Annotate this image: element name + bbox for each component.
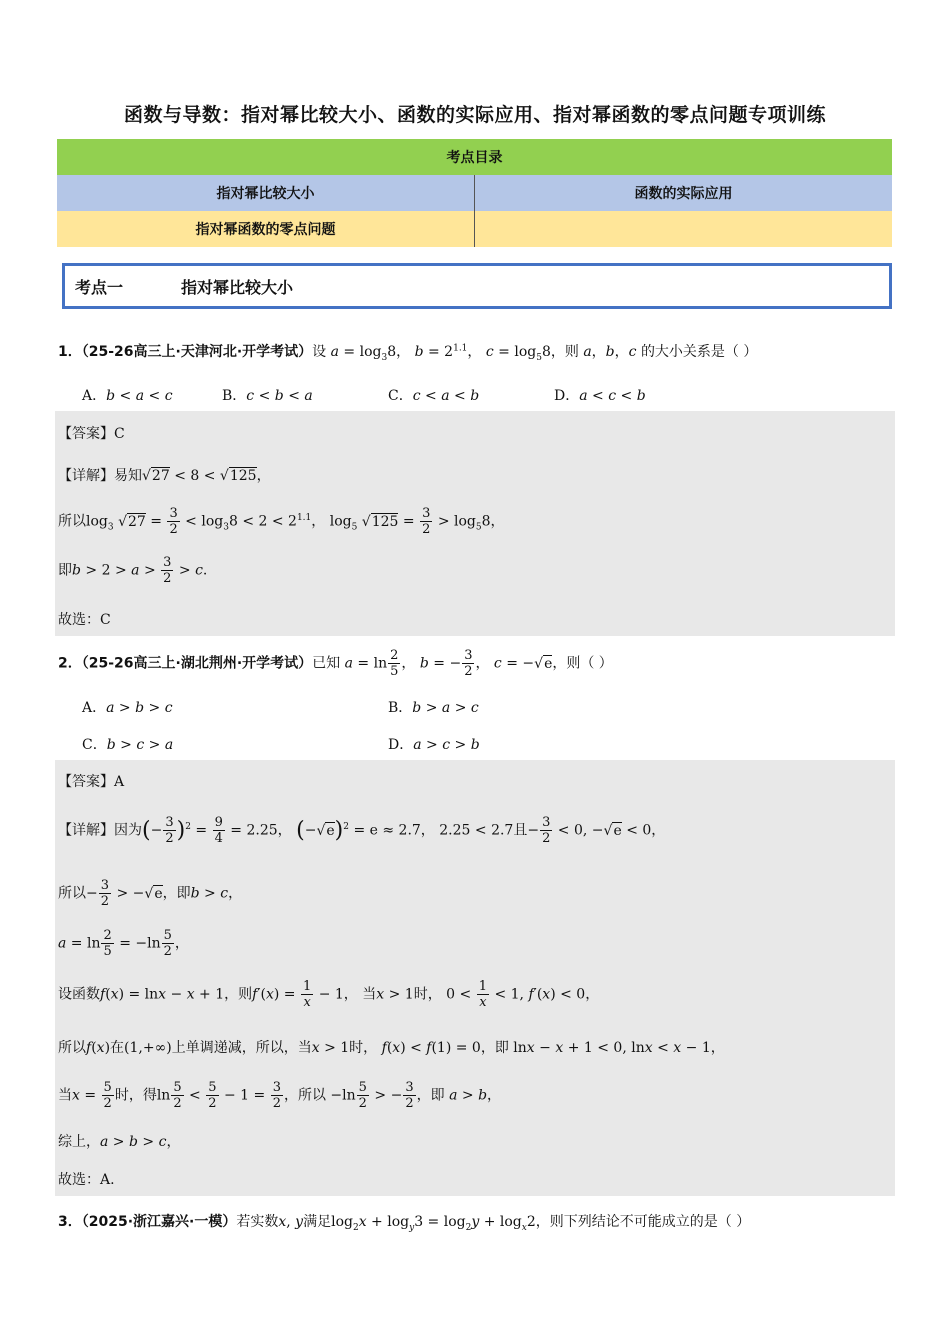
q2-option-d[interactable]: D．a > c > b [388,737,480,753]
q1-stem: 1．（25-26高三上·天津河北·开学考试）设 $a = \log_38$， $b = 2^{1.1}$， $c = \log_58$，则 a，b，c 的大小关系是（ ） [58,343,758,363]
section-name: 指对幂比较大小 [181,277,294,297]
q2-option-a[interactable]: A．a > b > c [82,700,173,716]
section-header [62,263,892,309]
q3-stem: 3．（2025·浙江嘉兴·一模）若实数x, y满足$\log_2x + \log_y3 = \log_2y + \log_x2$，则下列结论不可能成立的是（ ） [58,1214,751,1233]
q1-tail: 的大小关系是（ ） [640,344,758,360]
q2-detail-3: a = ln $\frac{2}{5}$ = −ln $\frac{5}{2}$ ， [58,928,189,959]
q2-choose: 故选：A. [58,1172,115,1188]
toc-item-2[interactable]: 函数的实际应用 [475,175,893,211]
q2-detail-7: 综上，a > b > c， [58,1134,181,1150]
q2-option-c[interactable]: C．b > c > a [82,737,174,753]
q2-answer: 【答案】A [58,774,125,790]
q2-option-b[interactable]: B．b > a > c [388,700,479,716]
q2-detail-1: 【详解】因为(− $\frac{3}{2}$ )$^2$ = $\frac{9}{4}$ = 2.25， (−√ e)$^2$ = e ≈ 2.7， 2.25 < 2.7且− $\frac{3}{2}$ < 0, −√ e < 0， [58,815,665,846]
q2-detail-6: 当x = $\frac{5}{2}$ 时，得ln $\frac{5}{2}$ < $\frac{5}{2}$ − 1 = $\frac{3}{2}$ ，所以 −ln $\frac{5}{2}$ > − $\frac{3}{2}$ ，即 a > b， [58,1080,502,1111]
q1-answer: 【答案】C [58,426,125,442]
q1-detail-1: 【详解】易知√ 27 < 8 < √ 125， [58,465,271,485]
q1-option-b[interactable]: B．c < b < a [222,388,313,404]
toc-table [57,139,892,247]
page-title: 函数与导数：指对幂比较大小、函数的实际应用、指对幂函数的零点问题专项训练 [123,104,826,126]
toc-item-3[interactable]: 指对幂函数的零点问题 [57,211,475,247]
q1-option-c[interactable]: C．c < a < b [388,388,480,404]
q1-option-d[interactable]: D．a < c < b [554,388,646,404]
section-label: 考点一 [75,277,124,297]
q1-lead: 设 [312,344,327,360]
q1-choose: 故选：C [58,612,111,628]
q2-stem: 2．（25-26高三上·湖北荆州·开学考试）已知 a = ln $\frac{2}{5}$ ， b = − $\frac{3}{2}$ ， c = −√ e，则（ ） [58,648,613,679]
q2-detail-5: 所以f(x)在(1,+∞)上单调递减，所以，当x > 1时， f(x) < f(1) = 0，即 lnx − x + 1 < 0, lnx < x − 1， [58,1040,725,1056]
toc-empty-cell [475,211,893,247]
q1-detail-2: 所以$\log_3$ √ 27 = $\frac{3}{2}$ < $\log_38 < 2 < 2^{1.1}$， $\log_5$ √ 125 = $\frac{3}{2}$ > $\log_58$， [58,506,505,537]
q2-detail-2: 所以− $\frac{3}{2}$ > −√ e，即b > c， [58,878,242,909]
q1-number: 1． [58,344,82,360]
q1-detail-3: 即b > 2 > a > $\frac{3}{2}$ > c. [58,555,208,586]
toc-header: 考点目录 [57,139,892,175]
toc-item-1[interactable]: 指对幂比较大小 [57,175,475,211]
q1-option-a[interactable]: A．b < a < c [82,388,173,404]
q1-source: （25-26高三上·天津河北·开学考试） [81,344,313,360]
q2-detail-4: 设函数f(x) = lnx − x + 1，则f′(x) = $\frac{1}{x}$ − 1， 当x > 1时， 0 < $\frac{1}{x}$ < 1, f′(x) < 0， [58,979,600,1010]
